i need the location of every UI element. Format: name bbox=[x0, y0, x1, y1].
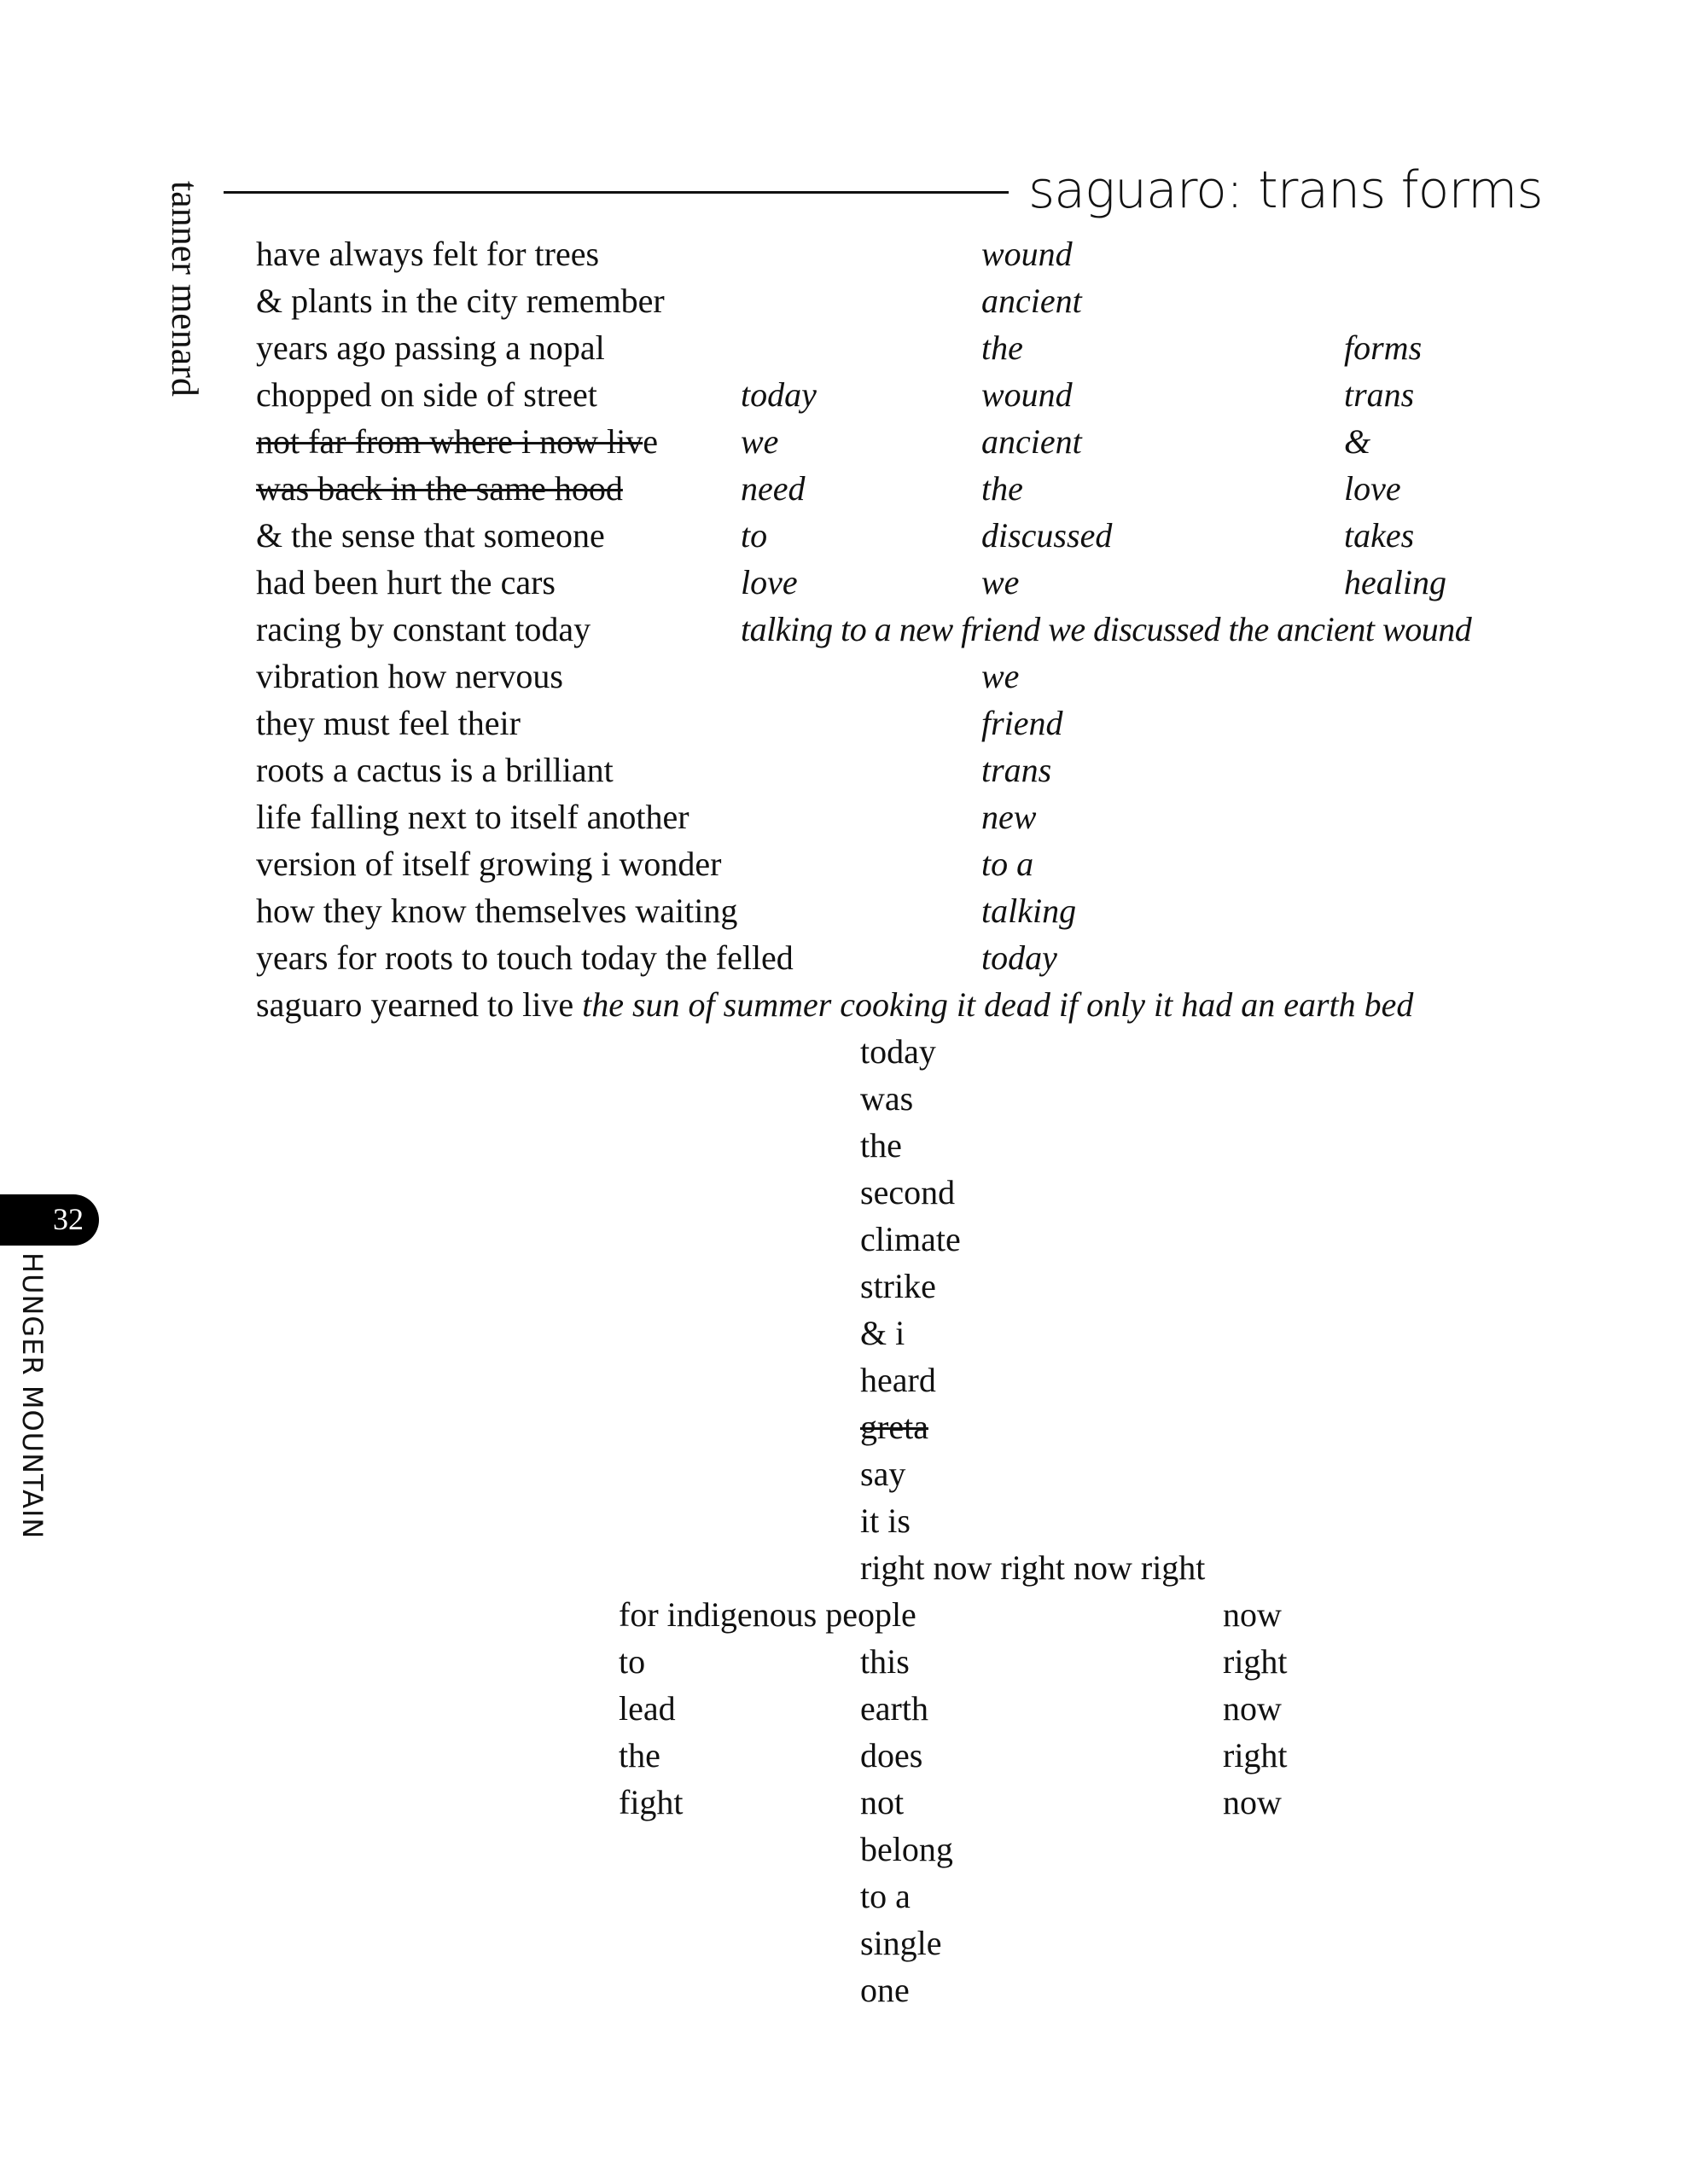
struck-text: was back in the same hood bbox=[256, 469, 623, 508]
saguaro-line-roman: saguaro yearned to live bbox=[256, 985, 574, 1024]
poem-word: right bbox=[1223, 1736, 1288, 1774]
poem-word: strike bbox=[860, 1267, 936, 1305]
poem-word: & bbox=[1344, 422, 1371, 461]
poem-line: years ago passing a nopal bbox=[256, 328, 605, 367]
running-head: HUNGER MOUNTAIN bbox=[16, 1252, 49, 1540]
struck-word: greta bbox=[860, 1408, 928, 1446]
poem-word: forms bbox=[1344, 328, 1423, 367]
poem-word: now bbox=[1223, 1595, 1282, 1634]
poem-word: now bbox=[1223, 1689, 1282, 1728]
poem-word: lead bbox=[619, 1689, 676, 1728]
struck-text: not far from where i now liv bbox=[256, 422, 643, 461]
poem-word: to a bbox=[981, 845, 1034, 883]
poem-word: the bbox=[981, 328, 1023, 367]
poem-word: it is bbox=[860, 1502, 911, 1540]
poem-word: trans bbox=[1344, 375, 1415, 414]
poem-line: chopped on side of street bbox=[256, 375, 597, 414]
poem-word: does bbox=[860, 1736, 923, 1774]
title-rule bbox=[224, 191, 1009, 194]
poem-word: the bbox=[981, 469, 1023, 508]
poem-word: trans bbox=[981, 751, 1052, 789]
poem-line: version of itself growing i wonder bbox=[256, 845, 722, 883]
poem-word: wound bbox=[981, 235, 1073, 273]
struck-line-tail: e bbox=[643, 422, 658, 461]
poem-word: we bbox=[981, 563, 1020, 601]
poem-word: talking bbox=[981, 892, 1077, 930]
poem-word: wound bbox=[981, 375, 1073, 414]
saguaro-line-italic: the sun of summer cooking it dead if only it had an earth bed bbox=[582, 985, 1414, 1024]
poem-word: say bbox=[860, 1455, 906, 1493]
poem-word: fight bbox=[619, 1783, 684, 1821]
poem-line: roots a cactus is a brilliant bbox=[256, 751, 614, 789]
cross-line: talking to a new friend we discussed the ancient wound bbox=[741, 610, 1472, 648]
poem-word: discussed bbox=[981, 516, 1113, 555]
poem-word: healing bbox=[1344, 563, 1446, 601]
poem-word: now bbox=[1223, 1783, 1282, 1821]
poem-word: ancient bbox=[981, 282, 1082, 320]
poem-line: for indigenous people bbox=[619, 1595, 916, 1634]
author-name: tanner menard bbox=[164, 181, 206, 397]
poem-line: vibration how nervous bbox=[256, 657, 563, 695]
poem-word: to bbox=[741, 516, 768, 555]
poem-line: racing by constant today bbox=[256, 610, 591, 648]
poem-line: years for roots to touch today the felled bbox=[256, 938, 794, 977]
poem-word: was bbox=[860, 1079, 914, 1118]
poem-word: today bbox=[741, 375, 817, 414]
poem-word: we bbox=[981, 657, 1020, 695]
poem-word: new bbox=[981, 798, 1037, 836]
poem-word: today bbox=[860, 1032, 936, 1071]
poem-word: & i bbox=[860, 1314, 905, 1352]
poem-word: takes bbox=[1344, 516, 1415, 555]
poem-word: we bbox=[741, 422, 779, 461]
poem-word: the bbox=[619, 1736, 660, 1774]
poem-word: ancient bbox=[981, 422, 1082, 461]
poem-word: friend bbox=[981, 704, 1063, 742]
struck-line bbox=[256, 418, 658, 465]
poem-word: love bbox=[1344, 469, 1401, 508]
poem-line: & plants in the city remember bbox=[256, 282, 665, 320]
poem-line: & the sense that someone bbox=[256, 516, 605, 555]
page-number-tab bbox=[0, 1194, 99, 1246]
poem-line: life falling next to itself another bbox=[256, 798, 689, 836]
poem-line: have always felt for trees bbox=[256, 235, 600, 273]
poem-word: single bbox=[860, 1924, 942, 1962]
poem-word: not bbox=[860, 1783, 905, 1821]
poem-word: this bbox=[860, 1642, 910, 1681]
poem-word: earth bbox=[860, 1689, 928, 1728]
struck-line bbox=[256, 465, 623, 512]
poem-title: saguaro: trans forms bbox=[1028, 160, 1543, 220]
poem-word: today bbox=[981, 938, 1057, 977]
poem-word: second bbox=[860, 1173, 956, 1211]
poem-word: climate bbox=[860, 1220, 961, 1258]
poem-line: had been hurt the cars bbox=[256, 563, 556, 601]
poem-word: one bbox=[860, 1971, 910, 2009]
poem-word: heard bbox=[860, 1361, 936, 1399]
poem-word: belong bbox=[860, 1830, 953, 1868]
poem-word: right bbox=[1223, 1642, 1288, 1681]
poem-word: to bbox=[619, 1642, 646, 1681]
poem-word: love bbox=[741, 563, 798, 601]
poem-line: they must feel their bbox=[256, 704, 521, 742]
poem-word: the bbox=[860, 1126, 902, 1165]
poem-line: right now right now right bbox=[860, 1548, 1206, 1587]
poem-line: how they know themselves waiting bbox=[256, 892, 738, 930]
poem-line bbox=[256, 981, 1413, 1028]
page-number: 32 bbox=[53, 1202, 84, 1236]
poem-word: to a bbox=[860, 1877, 911, 1915]
poem-word: need bbox=[741, 469, 806, 508]
